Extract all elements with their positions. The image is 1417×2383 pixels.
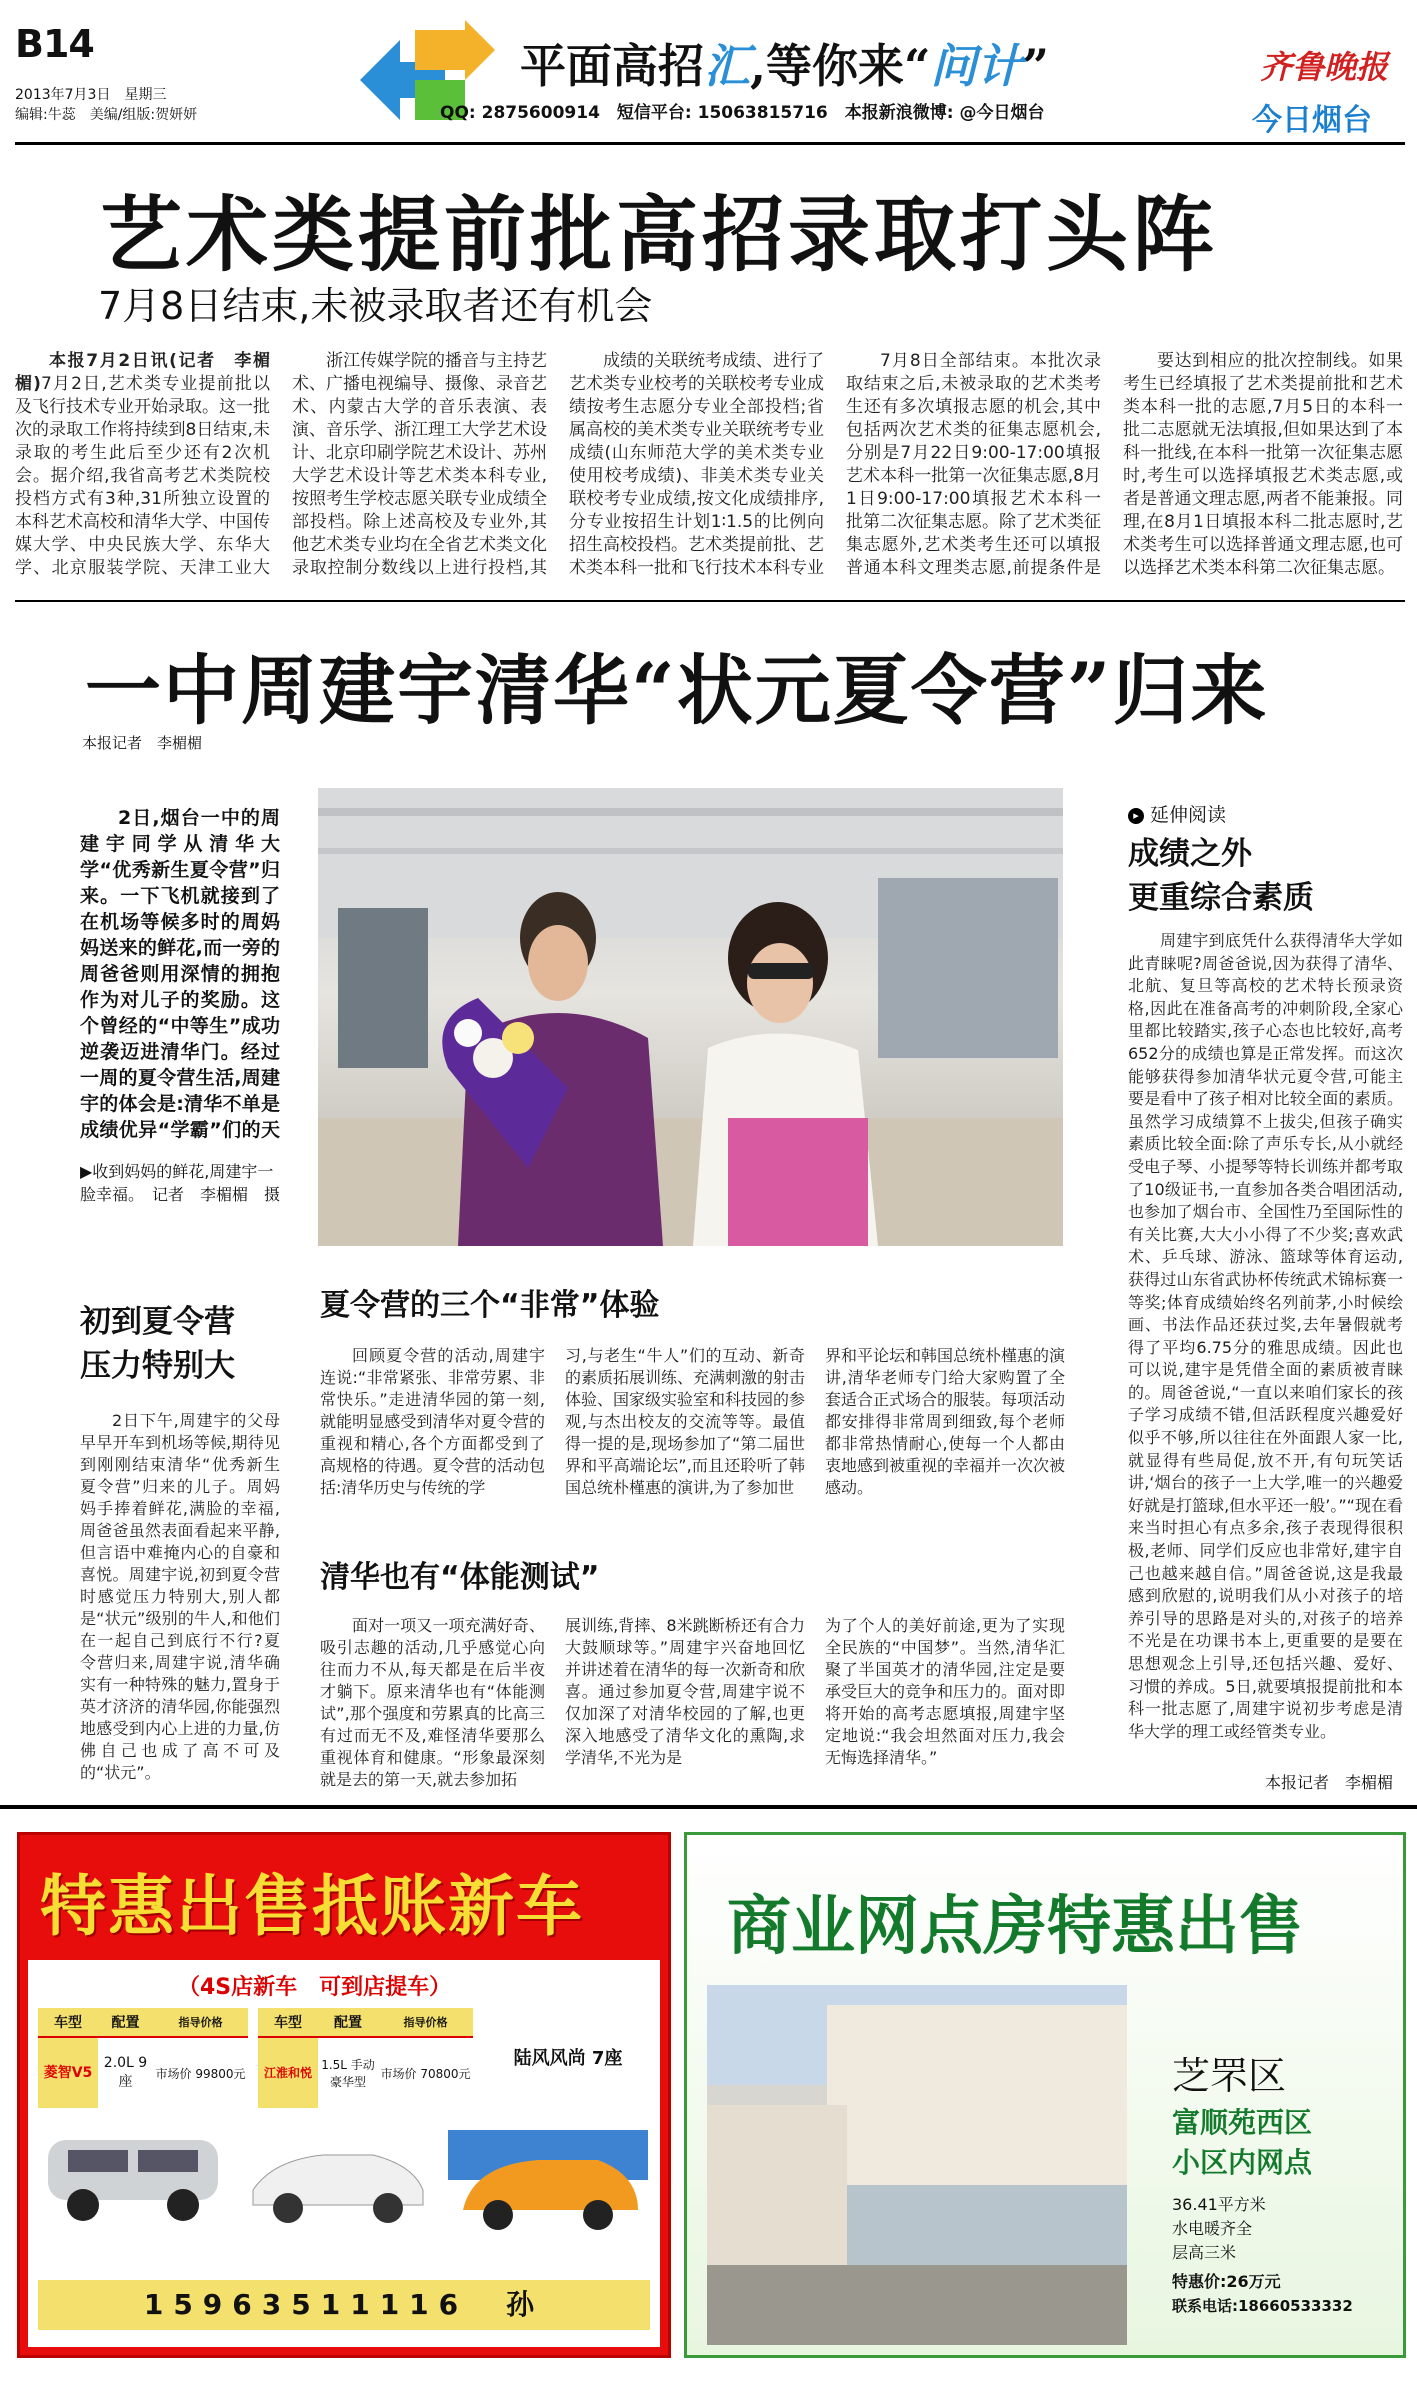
car-table-1 xyxy=(38,2008,248,2108)
masthead-divider xyxy=(15,142,1405,145)
side1-text: 2日下午,周建宇的父母早早开车到机场等候,期待见到刚刚结束清华“优秀新生夏令营”归来的儿子。周妈妈手捧着鲜花,满脸的幸福,周爸爸虽然表面看起来平静,但言语中难掩内心的自豪和喜悦。周建宇说,初到夏令营时感觉压力特别大,别人都是“状元”级别的牛人,和他们在一起自己到底行不行?夏令营归来,周建宇说,清华确实有一种特殊的魅力,置身于英才济济的清华园,你能强烈地感受到内心上进的力量,仿佛自己也成了高不可及的“状元”。 xyxy=(80,1411,280,1782)
issue-date: 2013年7月3日 星期三 xyxy=(15,87,167,103)
orange-mpv-image xyxy=(448,2130,648,2244)
article1-column-2: 浙江传媒学院的播音与主持艺术、广播电视编导、摄像、录音艺术、内蒙古大学的音乐表演、表演、音乐学、浙江理工大学艺术设计、北京印刷学院艺术设计、苏州大学艺术设计等艺术类本科专业,按照考生学校志愿关联专业成绩全部投档。除上述高校及专业外,其他艺术类专业均在全省艺术类文化录取控制分数线以上进行投档,其 xyxy=(292,351,547,578)
col-price-2: 指导价格 xyxy=(403,2016,448,2029)
article1-headline: 艺术类提前批高招录取打头阵 xyxy=(100,187,1219,283)
col-price: 指导价格 xyxy=(178,2016,223,2029)
side1-title: 初到夏令营 压力特别大 xyxy=(80,1304,235,1384)
photo-caption: ▶收到妈妈的鲜花,周建宇一脸幸福。 记者 李楣楣 摄 xyxy=(80,1162,281,1204)
article1-subheadline: 7月8日结束,未被录取者还有机会 xyxy=(98,284,653,328)
sec1-column-3: 界和平论坛和韩国总统朴槿惠的演讲,清华老师专门给大家购置了全套适合正式场合的服装。每项活动都安排得非常周到细致,每个老师都非常热情耐心,使每一个人都由衷地感到被重视的幸福并一次次被感动。 xyxy=(825,1346,1065,1497)
article1-column-1: 本报7月2日讯(记者 李楣楣)7月2日,艺术类专业提前批以及飞行技术专业开始录取。这一批次的录取工作将持续到8日结束,未录取的考生此后至少还有2次机会。据介绍,我省高考艺术类院校投档方式有3种,31所独立设置的本科艺术高校和清华大学、中国传媒大学、中央民族大学、东华大学、北京服装学院、天津工业大 xyxy=(15,351,270,578)
col-model-2: 车型 xyxy=(274,2015,302,2031)
van-image xyxy=(38,2120,228,2234)
car-ad-phone[interactable]: 15963511116 孙 xyxy=(38,2280,650,2330)
car-table-2 xyxy=(258,2008,473,2108)
sec1-column-1: 回顾夏令营的活动,周建宇连说:“非常紧张、非常劳累、非常快乐。”走进清华园的第一刻,就能明显感受到清华对夏令营的重视和精心,各个方面都受到了高规格的待遇。夏令营的活动包括:清华历史与传统的学 xyxy=(320,1346,545,1497)
paper-logo: 齐鲁晚报 xyxy=(1260,48,1389,86)
car1-model: 菱智V5 xyxy=(38,2038,98,2108)
sec2-column-2: 展训练,背摔、8米跳断桥还有合力大鼓顺球等。”周建宇兴奋地回忆并讲述着在清华的每一次新奇和欣喜。通过参加夏令营,周建宇说不仅加深了对清华校园的了解,也更深入地感受了清华文化的熏陶,求学清华,不光为是 xyxy=(565,1616,805,1767)
property-price: 特惠价:26万元 xyxy=(1172,2272,1281,2291)
article2-lead: 2日,烟台一中的周建宇同学从清华大学“优秀新生夏令营”归来。一下飞机就接到了在机场等候多时的周妈妈送来的鲜花,而一旁的周爸爸则用深情的拥抱作为对儿子的奖励。这个曾经的“中等生”成功逆袭迈进清华门。经过一周的夏令营生活,周建宇的体会是:清华不单是成绩优异“学霸”们的天 xyxy=(80,807,280,1141)
article1-column-4: 7月8日全部结束。本批次录取结束之后,未被录取的艺术类考生还有多次填报志愿的机会,其中包括两次艺术类的征集志愿机会,分别是7月22日9:00-17:00填报艺术本科一批第一次征集志愿,8月1日9:00-17:00填报艺术本科一批第二次征集志愿。除了艺术类征集志愿外,艺术类考生还可以填报普通本科文理类志愿,前提条件是 xyxy=(846,351,1101,578)
banner-contacts: QQ: 2875600914 短信平台: 15063815716 本报新浪微博: @今日烟台 xyxy=(440,103,1045,123)
sec1-title: 夏令营的三个“非常”体验 xyxy=(320,1288,660,1323)
car2-model: 江淮和悦 xyxy=(258,2038,318,2108)
car2-spec: 1.5L 手动豪华型 xyxy=(321,2058,375,2089)
car-ad-panel xyxy=(28,1960,660,2347)
property-contact[interactable]: 联系电话:18660533332 xyxy=(1172,2297,1353,2315)
extended-reading-byline: 本报记者 李楣楣 xyxy=(1265,1773,1394,1792)
extended-reading-text: 周建宇到底凭什么获得清华大学如此青睐呢?周爸爸说,因为获得了清华、北航、复旦等高校的艺术特长预录资格,因此在准备高考的冲刺阶段,全家心里都比较踏实,孩子心态也比较好,高考652分的成绩也算是正常发挥。而这次能够获得参加清华状元夏令营,可能主要是看中了孩子相对比较全面的素质。虽然学习成绩算不上拔尖,但孩子确实素质比较全面:除了声乐专长,从小就经受电子琴、小提琴等特长训练并都考取了10级证书,一直参加各类合唱团活动,也参加了烟台市、全国性乃至国际性的有关比赛,大大小小得了不少奖;喜欢武术、乒乓球、游泳、篮球等体育运动,获得过山东省武协杯传统武术锦标赛一等奖;体育成绩始终名列前茅,小时候绘画、书法作品还获过奖,去年暑假就考得了平均6.75分的雅思成绩。因此也可以说,建宇是凭借全面的素质被青睐的。周爸爸说,“一直以来咱们家长的孩子学习成绩不错,但活跃程度兴趣爱好似乎不够,所以往往在外面跟人家一比,就显得有些局促,放不开,有句玩笑话讲,‘烟台的孩子一上大学,唯一的兴趣爱好就是打篮球,但水平还一般’。”“现在看来当时担心有点多余,孩子表现得很积极,老师、同学们反应也非常好,建宇自己也越来越自信。”周爸爸说,这是我最感到欣慰的,说明我们从小对孩子的培养引导的思路是对头的,对孩子的培养不光是在功课书本上,更重要的是要在思想观念上引导,还包括兴趣、爱好、习惯的养成。5日,就要填报提前批和本科一批志愿了,周建宇说初步考虑是清华大学的理工或经管类专业。 xyxy=(1128,931,1403,1741)
article1-dateline: 本报7月2日讯(记者 李楣楣) xyxy=(15,351,270,394)
editor-credits: 编辑:牛蕊 美编/组版:贺妍妍 xyxy=(15,107,198,123)
sec2-title: 清华也有“体能测试” xyxy=(320,1560,600,1595)
property-ad-title: 商业网点房特惠出售 xyxy=(727,1889,1303,1964)
car1-spec: 2.0L 9座 xyxy=(103,2055,148,2090)
car-ad-subtitle: （4S店新车 可到店提车） xyxy=(178,1975,452,2000)
extended-reading-label: ▸ 延伸阅读 xyxy=(1128,800,1226,827)
building-photo xyxy=(707,1985,1127,2345)
car-ad-title: 特惠出售抵账新车 xyxy=(40,1868,584,1945)
article1-column-5: 要达到相应的批次控制线。如果考生已经填报了艺术类提前批和艺术类本科一批的志愿,7月5日的本科一批二志愿就无法填报,但如果达到了本科一批线,在本科一批第一次征集志愿时,考生可以选择填报艺术类志愿,或者是普通文理志愿,两者不能兼报。同理,在8月1日填报本科二批志愿时,艺术类考生可以选择普通文理志愿,也可以选择艺术类本科第二次征集志愿。 xyxy=(1123,351,1403,578)
article-divider xyxy=(15,600,1405,602)
article2-byline: 本报记者 李楣楣 xyxy=(82,734,203,752)
sedan-image xyxy=(243,2130,433,2234)
article1-column-3: 成绩的关联统考成绩、进行了艺术类专业校考的关联校考专业成绩按考生志愿分专业全部投档;省属高校的美术类专业关联统考专业成绩(山东师范大学的美术类专业使用校考成绩)、非美术类专业关联校考专业成绩,按文化成绩排序,分专业按招生计划1∶1.5的比例向招生高校投档。艺术类提前批、艺术类本科一批和飞行技术本科专业 xyxy=(569,351,824,578)
car1-price: 市场价 99800元 xyxy=(155,2066,246,2081)
car-ad xyxy=(17,1832,671,2358)
airport-photo xyxy=(318,788,1063,1246)
extended-reading-title: 成绩之外 更重综合素质 xyxy=(1128,836,1314,916)
section-name: 今日烟台 xyxy=(1252,103,1372,138)
car3-name: 陆风风尚 7座 xyxy=(513,2048,623,2069)
car2-price: 市场价 70800元 xyxy=(380,2066,471,2081)
banner-title: 平面高招汇,等你来“问计” xyxy=(520,39,1049,93)
col-spec: 配置 xyxy=(111,2015,140,2031)
property-estate: 富顺苑西区 小区内网点 xyxy=(1172,2106,1313,2179)
sec1-column-2: 习,与老生“牛人”们的互动、新奇的素质拓展训练、充满刺激的射击体验、国家级实验室和科技园的参观,与杰出校友的交流等等。最值得一提的是,现场参加了“第二届世界和平高端论坛”,而且还聆听了韩国总统朴槿惠的演讲,为了参加世 xyxy=(565,1346,805,1497)
property-specs: 36.41平方米 水电暖齐全 层高三米 xyxy=(1172,2195,1266,2262)
circle-arrow-icon: ▸ xyxy=(1128,808,1144,824)
sec2-column-3: 为了个人的美好前途,更为了实现全民族的“中国梦”。当然,清华汇聚了半国英才的清华园,注定是要承受巨大的竞争和压力的。面对即将开始的高考志愿填报,周建宇坚定地说:“我会坦然面对压力,我会无悔选择清华。” xyxy=(825,1616,1065,1767)
article2-headline: 一中周建宇清华“状元夏令营”归来 xyxy=(85,646,1269,735)
col-model: 车型 xyxy=(54,2015,82,2031)
property-ad xyxy=(684,1832,1406,2358)
property-district: 芝罘区 xyxy=(1172,2054,1287,2098)
ads-divider xyxy=(0,1805,1417,1809)
page-number: B14 xyxy=(15,22,94,66)
sec2-column-1: 面对一项又一项充满好奇、吸引志趣的活动,几乎感觉心向往而力不从,每天都是在后半夜才躺下。原来清华也有“体能测试”,那个强度和劳累真的比高三有过而无不及,难怪清华要那么重视体育和健康。“形象最深刻就是去的第一天,就去参加拓 xyxy=(320,1616,545,1789)
col-spec-2: 配置 xyxy=(334,2015,362,2031)
